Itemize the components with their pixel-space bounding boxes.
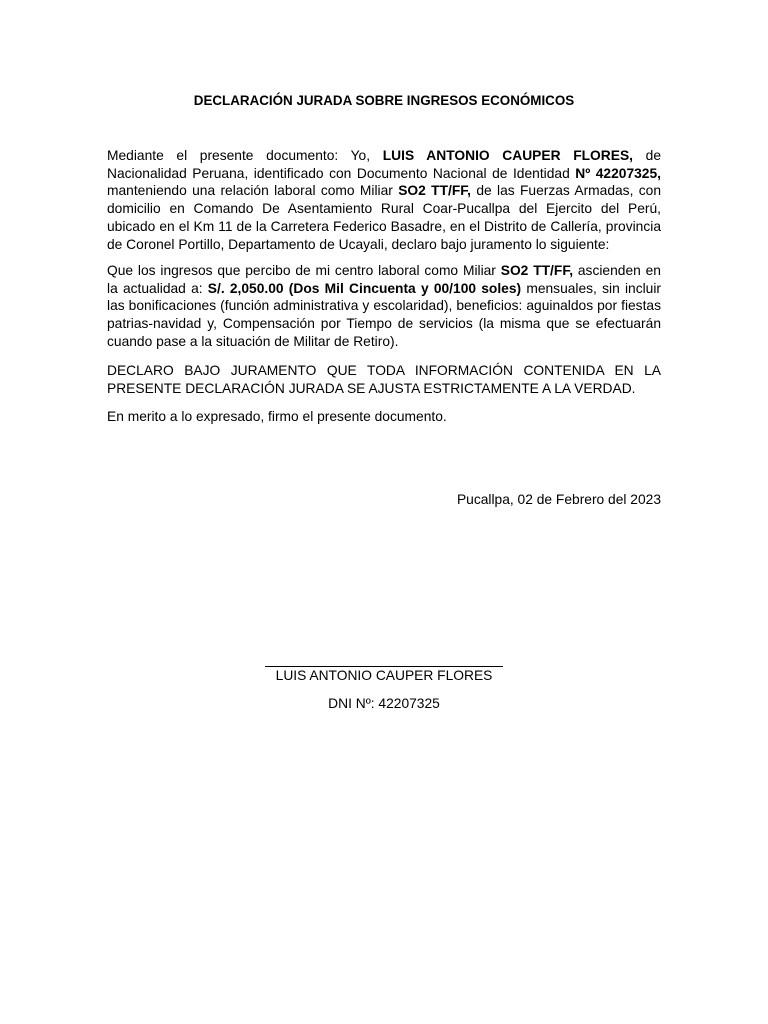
signature-dni: DNI Nº: 42207325 [328,696,440,711]
paragraph-text: manteniendo una relación laboral como Miliar [107,183,399,199]
income-rank: SO2 TT/FF, [500,263,574,278]
declarant-rank: SO2 TT/FF, [398,183,471,199]
paragraph-text: de Nacionalidad Peruana, identificado con Documento Nacional de Identidad [107,148,661,181]
income-amount: S/. 2,050.00 (Dos Mil Cincuenta y 00/100 soles) [207,280,522,296]
paragraph-text: de las Fuerzas Armadas, con domicilio en Comando De Asentamiento Rural Coar-Pucallpa del Ejercito del Perú, ubicado en el Km 11 de la Carretera Federico Basadre, en el Distrito de Callería, provincia de Coronel Portillo, Departamento de Ucayali, declaro bajo juramento lo siguiente: [107,183,661,252]
paragraph-oath: DECLARO BAJO JURAMENTO QUE TODA INFORMACIÓN CONTENIDA EN LA PRESENTE DECLARACIÓN JURADA SE AJUSTA ESTRICTAMENTE A LA VERDAD. [107,363,661,396]
document-title: DECLARACIÓN JURADA SOBRE INGRESOS ECONÓMICOS [193,93,575,108]
declarant-dni: Nº 42207325, [575,165,661,181]
paragraph-identity [107,147,661,253]
place-date: Pucallpa, 02 de Febrero del 2023 [456,492,661,507]
paragraph-text: mensuales, sin incluir las bonificaciones (función administrativa y escolaridad), beneficios: aguinaldos por fiestas patrias-navidad y, Compensación por Tiempo de servicios (la misma que se efectuarán cuando pase a la situación de Militar de Retiro). [107,280,661,349]
declarant-name: LUIS ANTONIO CAUPER FLORES, [382,148,633,163]
paragraph-text: Mediante el presente documento: Yo, [107,148,383,163]
signature-name: LUIS ANTONIO CAUPER FLORES [275,668,493,683]
paragraph-text: ascienden en la actualidad a: [107,263,661,296]
paragraph-text: Que los ingresos que percibo de mi centro laboral como Miliar [107,263,501,278]
paragraph-income [107,262,661,351]
paragraph-closing: En merito a lo expresado, firmo el presente documento. [107,409,447,424]
